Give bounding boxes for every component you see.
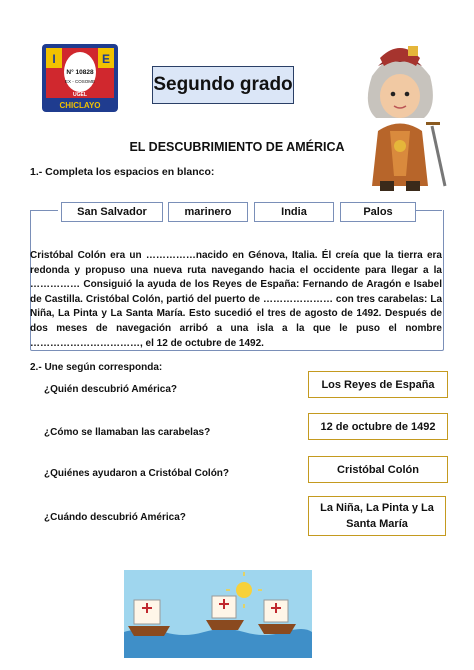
badge-subtitle: EX - COSOME <box>64 79 96 84</box>
badge-city: CHICLAYO <box>59 101 101 110</box>
page-title: EL DESCUBRIMIENTO DE AMÉRICA <box>129 140 345 154</box>
school-badge-logo <box>40 42 120 114</box>
question-1: ¿Quién descubrió América? <box>44 384 177 395</box>
answer-3[interactable]: Cristóbal Colón <box>308 456 448 483</box>
question-4: ¿Cuándo descubrió América? <box>44 512 186 523</box>
columbus-illustration <box>350 36 450 196</box>
answer-2[interactable]: 12 de octubre de 1492 <box>308 413 448 440</box>
badge-letter-e: E <box>101 52 111 66</box>
badge-ugel: UGEL <box>73 92 87 98</box>
word-india[interactable]: India <box>254 202 334 222</box>
fill-in-paragraph: Cristóbal Colón era un ……………nacido en Génova, Italia. Él creía que la tierra era redonda y propuso una nueva ruta navegando hacia el occidente para llegar a la …………… Consiguió la ayuda de los Reyes de España: Fernando de Aragón e Isabel de Castilla. Cristóbal Colón, partió del puerto de ………………… con tres carabelas: La Niña, La Pinta y La Santa María. Esto sucedió el tres de agosto de 1492. Después de dos meses de navegación arribó a una isla a la que le puso el nombre ……………………………, el 12 de octubre de 1492. <box>30 250 442 349</box>
section-2-heading: 2.- Une según corresponda: <box>30 362 163 373</box>
answer-1[interactable]: Los Reyes de España <box>308 371 448 398</box>
grade-title-box: Segundo grado <box>152 66 294 104</box>
badge-number: N° 10828 <box>66 69 94 76</box>
question-2: ¿Cómo se llamaban las carabelas? <box>44 427 211 438</box>
badge-letter-i: I <box>52 52 56 66</box>
answer-4[interactable]: La Niña, La Pinta y La Santa María <box>308 496 446 536</box>
word-san-salvador[interactable]: San Salvador <box>61 202 163 222</box>
caravels-illustration <box>124 570 312 658</box>
word-palos[interactable]: Palos <box>340 202 416 222</box>
section-1-heading: 1.- Completa los espacios en blanco: <box>30 166 215 178</box>
question-3: ¿Quiénes ayudaron a Cristóbal Colón? <box>44 468 230 479</box>
word-marinero[interactable]: marinero <box>168 202 248 222</box>
